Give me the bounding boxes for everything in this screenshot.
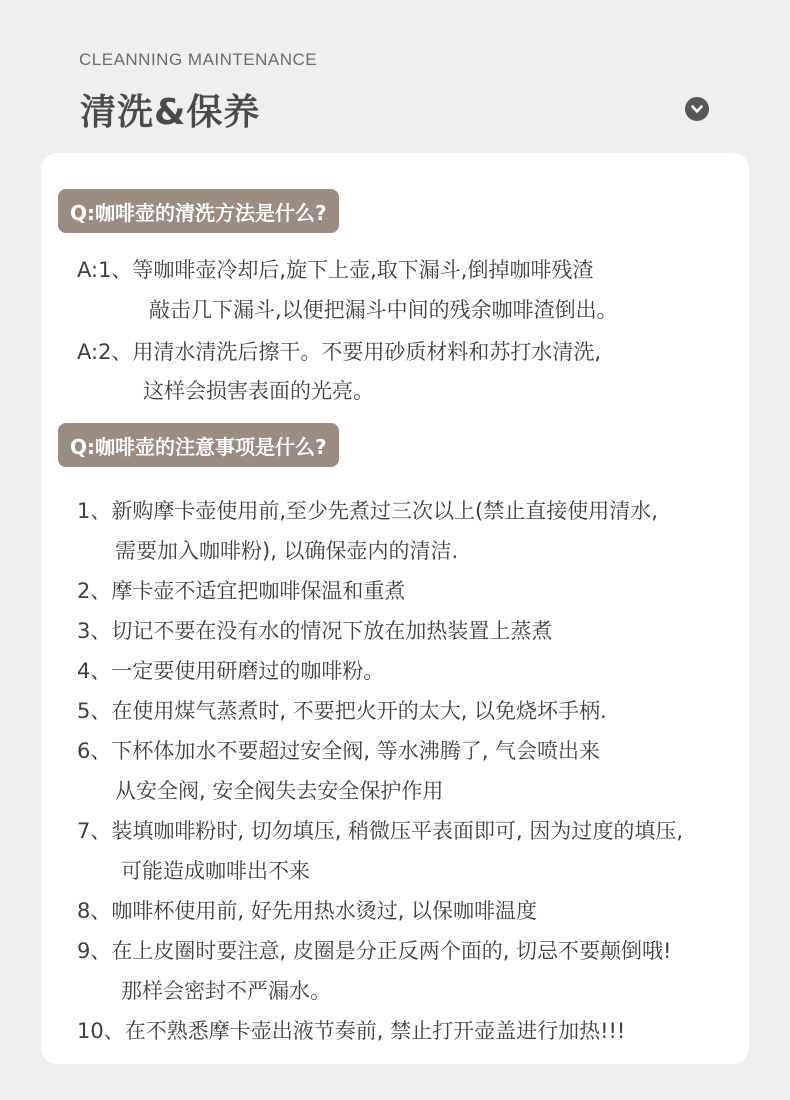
notes-line: 8、咖啡杯使用前, 好先用热水烫过, 以保咖啡温度 — [77, 899, 538, 923]
notes-line: 可能造成咖啡出不来 — [121, 859, 310, 883]
notes-line: 1、新购摩卡壶使用前,至少先煮过三次以上(禁止直接使用清水, — [77, 499, 658, 523]
notes-line: 3、切记不要在没有水的情况下放在加热装置上蒸煮 — [77, 619, 553, 643]
notes-line: 2、摩卡壶不适宜把咖啡保温和重煮 — [77, 579, 406, 603]
notes-line: 5、在使用煤气蒸煮时, 不要把火开的太大, 以免烧坏手柄. — [77, 699, 607, 723]
notes-line: 从安全阀, 安全阀失去安全保护作用 — [115, 779, 444, 803]
cleaning-answer-line: A:2、用清水清洗后擦干。不要用砂质材料和苏打水清洗, — [77, 340, 602, 364]
cleaning-question-badge: Q:咖啡壶的清洗方法是什么? — [58, 189, 339, 233]
notes-line: 10、在不熟悉摩卡壶出液节奏前, 禁止打开壶盖进行加热!!! — [77, 1019, 626, 1043]
notes-line: 9、在上皮圈时要注意, 皮圈是分正反两个面的, 切忌不要颠倒哦! — [77, 939, 672, 963]
notes-line: 那样会密封不严漏水。 — [121, 979, 331, 1003]
cleaning-answer-line: 这样会损害表面的光亮。 — [143, 379, 374, 403]
page-title: 清洗&保养 — [80, 92, 261, 133]
notes-line: 4、一定要使用研磨过的咖啡粉。 — [77, 659, 385, 683]
notes-question-badge: Q:咖啡壶的注意事项是什么? — [58, 423, 339, 467]
page-subtitle: CLEANNING MAINTENANCE — [79, 50, 318, 69]
cleaning-answer-line: 敲击几下漏斗,以便把漏斗中间的残余咖啡渣倒出。 — [149, 298, 618, 322]
chevron-down-icon — [691, 104, 703, 114]
notes-line: 需要加入咖啡粉), 以确保壶内的清洁. — [115, 539, 459, 563]
notes-line: 7、装填咖啡粉时, 切勿填压, 稍微压平表面即可, 因为过度的填压, — [77, 819, 684, 843]
faq-card — [41, 153, 749, 1064]
collapse-toggle-button[interactable] — [685, 97, 709, 121]
cleaning-answer-line: A:1、等咖啡壶冷却后,旋下上壶,取下漏斗,倒掉咖啡残渣 — [77, 258, 594, 282]
notes-line: 6、下杯体加水不要超过安全阀, 等水沸腾了, 气会喷出来 — [77, 739, 601, 763]
